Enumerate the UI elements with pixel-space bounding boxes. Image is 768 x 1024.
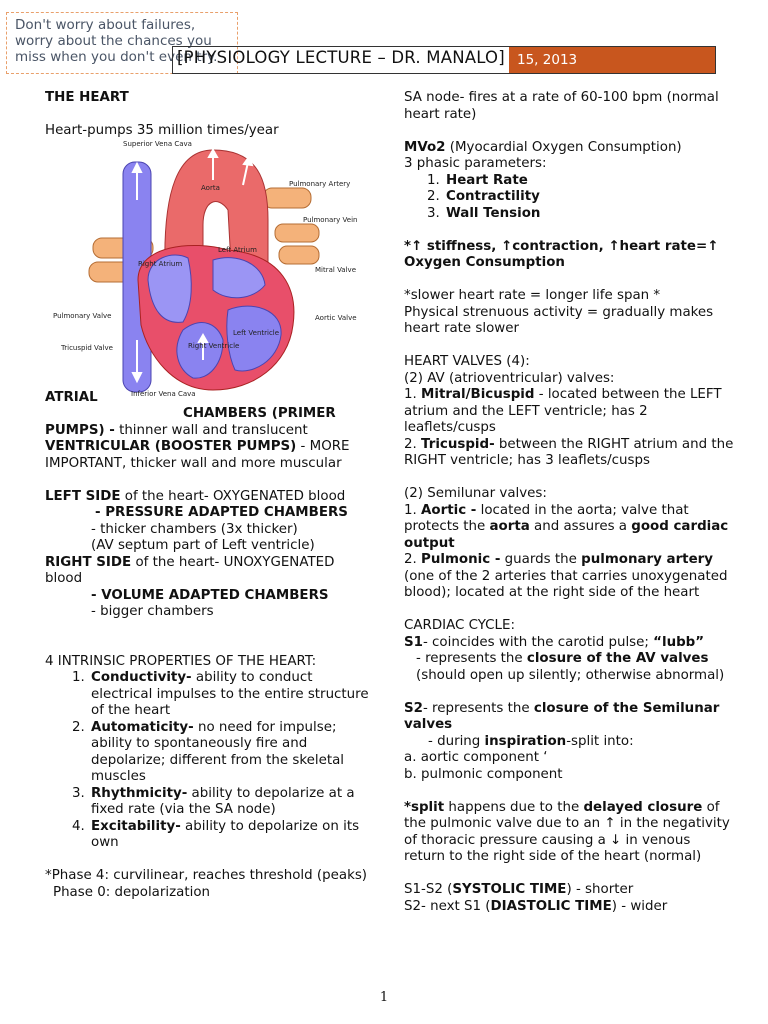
label-right-atrium: Right Atrium [138, 259, 183, 268]
sa-node-text: SA node- fires at a rate of 60-100 bpm (normal heart rate) [404, 90, 719, 122]
mvo2-desc: (Myocardial Oxygen Consumption) [445, 139, 682, 155]
left-side-heading: LEFT SIDE [45, 488, 121, 504]
physical-activity: Physical strenuous activity = gradually makes heart rate slower [404, 304, 714, 336]
label-tricuspid-valve: Tricuspid Valve [61, 343, 113, 352]
phasic-params: 3 phasic parameters: [404, 156, 547, 171]
s2-inspiration: - during inspiration-split into: [428, 733, 634, 749]
header-title: [PHYSIOLOGY LECTURE – DR. MANALO] [177, 48, 505, 67]
params-list [404, 173, 734, 223]
pumps-text: Heart-pumps 35 million times/year [45, 123, 279, 138]
label-aortic-valve: Aortic Valve [315, 313, 357, 322]
left-column [45, 90, 370, 901]
mitral-item: 1. Mitral/Bicuspid - located between the LEFT atrium and the LEFT ventricle; has 2 leaflets/cusps [404, 387, 722, 435]
quote-text: Don't worry about failures, worry about the chances you miss when you don't even try. [15, 17, 218, 65]
pulmonary-vein-right-upper [275, 224, 319, 242]
list-item: 4. Excitability- ability to depolarize on its own [89, 819, 370, 852]
stiffness-text: *↑ stiffness, ↑contraction, ↑heart rate=↑ Oxygen Consumption [404, 238, 719, 270]
label-mitral-valve: Mitral Valve [315, 265, 356, 274]
list-item: 1. Heart Rate [444, 173, 734, 190]
header-date: 15, 2013 [509, 47, 715, 73]
pulmonic-item: 2. Pulmonic - guards the pulmonary artery (one of the 2 arteries that carries unoxygenated blood); located at the right side of the heart [404, 552, 728, 600]
pulmonic-component: b. pulmonic component [404, 766, 563, 782]
right-column [404, 90, 734, 915]
av-valves-heading: (2) AV (atrioventricular) valves: [404, 370, 615, 386]
properties-list [45, 670, 370, 852]
list-item: 3. Rhythmicity- ability to depolarize at a fixed rate (via the SA node) [89, 786, 370, 819]
properties-heading: 4 INTRINSIC PROPERTIES OF THE HEART: [45, 653, 317, 669]
label-pulmonary-vein: Pulmonary Vein [303, 215, 358, 224]
label-left-atrium: Left Atrium [218, 245, 257, 254]
list-item: 2. Automaticity- no need for impulse; ability to spontaneously fire and depolarize; different from the skeletal muscles [89, 720, 370, 786]
semilunar-heading: (2) Semilunar valves: [404, 486, 547, 501]
atrial-desc: thinner wall and translucent [114, 422, 308, 438]
heart-valves-heading: HEART VALVES (4): [404, 354, 530, 369]
list-item: 2. Contractility [444, 189, 734, 206]
diastolic-time: S2- next S1 (DIASTOLIC TIME) - wider [404, 898, 668, 914]
s1-represents: - represents the closure of the AV valves [416, 651, 709, 666]
right-side-heading: RIGHT SIDE [45, 554, 132, 570]
right-side-desc: of the heart- UNOXYGENATED blood [45, 554, 335, 586]
label-aorta: Aorta [201, 183, 220, 192]
list-item: 1. Conductivity- ability to conduct electrical impulses to the entire structure of the heart [89, 670, 370, 720]
pulmonary-vein-right-lower [279, 246, 319, 264]
bigger-chambers: - bigger chambers [91, 604, 214, 619]
av-septum: (AV septum part of Left ventricle) [91, 538, 315, 553]
label-pulmonary-valve: Pulmonary Valve [53, 311, 112, 320]
systolic-time: S1-S2 (SYSTOLIC TIME) - shorter [404, 882, 634, 897]
thicker-chambers: - thicker chambers (3x thicker) [91, 521, 298, 537]
list-item: 3. Wall Tension [444, 206, 734, 223]
volume-adapted: - VOLUME ADAPTED CHAMBERS [91, 587, 329, 603]
tricuspid-item: 2. Tricuspid- between the RIGHT atrium and the RIGHT ventricle; has 3 leaflets/cusps [404, 436, 734, 468]
pressure-adapted: - PRESSURE ADAPTED CHAMBERS [95, 505, 348, 520]
section-title-heart: THE HEART [45, 90, 129, 105]
split-text: *split happens due to the delayed closure of the pulmonic valve due to an ↑ in the negativity of thoracic pressure causing a ↓ in venous return to the right side of the heart (normal) [404, 799, 730, 864]
aortic-component: a. aortic component ‘ [404, 750, 548, 765]
heart-illustration [53, 140, 358, 398]
s2-text: S2- represents the closure of the Semilunar valves [404, 700, 720, 732]
left-side-desc: of the heart- OXYGENATED blood [120, 488, 346, 504]
page-header [172, 46, 716, 74]
cardiac-cycle-heading: CARDIAC CYCLE: [404, 618, 515, 633]
pulmonary-artery-right [263, 188, 311, 208]
label-svc: Superior Vena Cava [123, 139, 192, 148]
atrial-chambers: CHAMBERS (PRIMER [183, 406, 336, 421]
ventricular-desc: - MORE IMPORTANT, thicker wall and more muscular [45, 439, 350, 471]
label-pulmonary-artery: Pulmonary Artery [289, 179, 351, 188]
aortic-item: 1. Aortic - located in the aorta; valve that protects the aorta and assures a good cardiac output [404, 502, 729, 551]
atrial-word: ATRIAL [45, 389, 98, 405]
s1-text: S1- coincides with the carotid pulse; “lubb” [404, 634, 705, 650]
slower-heart-rate: *slower heart rate = longer life span * [404, 288, 661, 303]
page-number: 1 [379, 990, 389, 1005]
label-ivc: Inferior Vena Cava [131, 389, 196, 398]
atrial-pumps: PUMPS) - [45, 422, 115, 438]
phase4-text: *Phase 4: curvilinear, reaches threshold (peaks) [45, 868, 368, 883]
label-right-ventricle: Right Ventricle [188, 341, 240, 350]
phase0-text: Phase 0: depolarization [53, 884, 210, 900]
ventricular-heading: VENTRICULAR (BOOSTER PUMPS) [45, 439, 297, 454]
label-left-ventricle: Left Ventricle [233, 328, 280, 337]
mvo2-heading: MVo2 [404, 139, 446, 155]
heart-diagram [53, 140, 358, 398]
s1-note: (should open up silently; otherwise abnormal) [416, 667, 725, 683]
